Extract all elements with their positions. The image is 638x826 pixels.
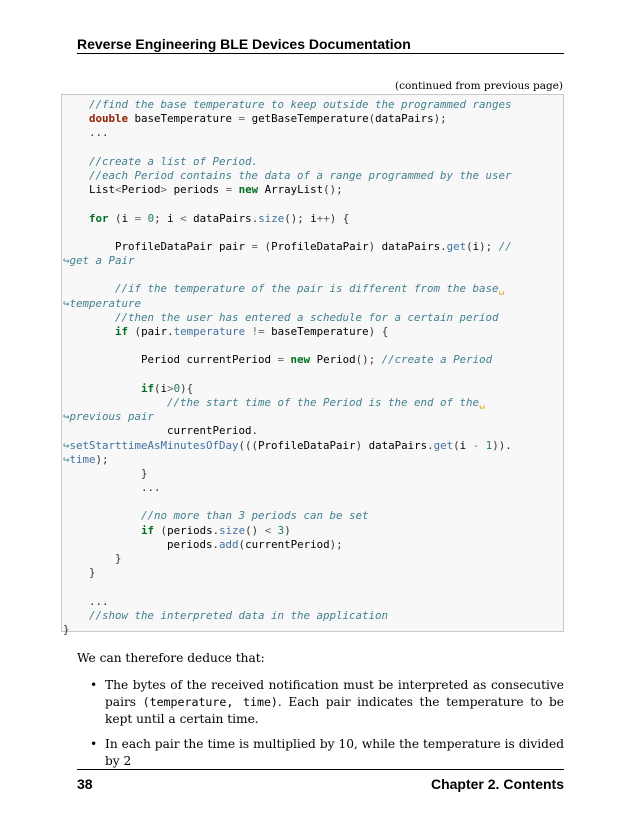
code-token: ( — [264, 239, 272, 253]
code-line — [63, 595, 512, 609]
code-token: - — [472, 438, 480, 452]
code-token: } — [63, 622, 70, 636]
code-token: baseTemperature — [264, 325, 369, 338]
code-token: ( — [453, 438, 460, 452]
code-token: ... — [141, 481, 161, 495]
code-token — [63, 524, 141, 537]
code-token: ( — [368, 112, 376, 126]
code-token: new — [290, 353, 311, 367]
code-line — [63, 481, 512, 495]
code-token: temperature — [69, 296, 142, 310]
code-lines — [63, 98, 512, 637]
code-token: } — [141, 466, 148, 480]
continuation-arrow-icon: ↪ — [63, 452, 70, 466]
code-line — [63, 453, 512, 467]
continuation-arrow-icon: ↪ — [63, 438, 70, 452]
code-line — [63, 439, 512, 453]
code-token: = — [238, 112, 246, 126]
code-line — [63, 112, 512, 126]
code-token: currentPeriod — [245, 537, 330, 551]
code-token: double — [89, 112, 129, 126]
code-token: ){ — [180, 381, 194, 395]
code-token: if — [115, 325, 129, 338]
code-token: size — [258, 211, 285, 225]
continuation-arrow-icon: ↪ — [63, 254, 70, 268]
code-token: add — [219, 537, 239, 551]
code-token: . — [251, 424, 259, 438]
code-token: ); — [95, 452, 109, 466]
code-token: . — [440, 239, 447, 253]
code-token — [63, 126, 89, 139]
code-token: ( — [154, 381, 161, 395]
code-token: < — [264, 523, 272, 537]
code-line — [63, 282, 512, 296]
code-token: = — [134, 211, 142, 225]
code-token: () — [245, 523, 259, 537]
code-block — [61, 94, 564, 636]
code-token: ( — [134, 325, 142, 338]
code-line — [63, 226, 512, 240]
code-line — [63, 382, 512, 396]
code-token: i — [459, 438, 473, 452]
code-token: if — [141, 381, 155, 395]
code-token: 0 — [147, 211, 155, 225]
code-token: dataPairs — [362, 438, 428, 452]
code-token: > — [160, 183, 168, 197]
code-line — [63, 197, 512, 211]
code-token: = — [251, 239, 259, 253]
code-token: dataPairs — [375, 239, 441, 253]
code-token: ( — [115, 211, 122, 225]
code-token: ( — [466, 239, 473, 253]
code-token: = — [225, 183, 233, 197]
code-token — [63, 169, 89, 182]
code-token: > — [167, 381, 174, 395]
code-line — [63, 254, 512, 268]
code-token: periods — [167, 183, 226, 197]
code-token: . — [251, 211, 259, 225]
code-token: < — [115, 183, 122, 197]
code-line — [63, 552, 512, 566]
code-token: ) — [368, 239, 376, 253]
code-token: //find the base temperature to keep outside the programmed ranges — [89, 98, 512, 111]
code-line — [63, 524, 512, 538]
code-token — [63, 155, 89, 168]
code-line — [63, 268, 512, 282]
page-number: 38 — [77, 776, 93, 792]
continuation-arrow-icon: ↪ — [63, 296, 70, 310]
code-token: 1 — [485, 438, 493, 452]
code-token: ; — [154, 211, 161, 225]
code-token: . — [167, 325, 174, 338]
code-line — [63, 240, 512, 254]
code-line — [63, 609, 512, 623]
code-line — [63, 495, 512, 509]
visible-space-icon: ␣ — [498, 282, 506, 296]
code-line — [63, 141, 512, 155]
code-token: temperature — [173, 325, 246, 338]
code-line — [63, 339, 512, 353]
footer-rule — [77, 769, 564, 770]
code-line — [63, 126, 512, 140]
code-line — [63, 566, 512, 580]
code-line — [63, 212, 512, 226]
code-token — [63, 325, 115, 338]
bullet-icon: • — [90, 678, 98, 692]
bullet-list — [90, 677, 564, 778]
code-line — [63, 424, 512, 438]
code-token: dataPairs — [375, 112, 434, 126]
code-token: get — [446, 239, 467, 253]
code-line — [63, 155, 512, 169]
header-rule — [77, 53, 564, 54]
code-token: ) — [368, 325, 376, 338]
code-token: } — [89, 566, 96, 580]
code-line — [63, 509, 512, 523]
code-token — [63, 467, 141, 480]
code-token: //create a Period — [381, 353, 493, 367]
code-token: time — [69, 452, 96, 466]
chapter-label: Chapter 2. Contents — [430, 776, 564, 792]
code-line — [63, 98, 512, 112]
code-token: ); — [329, 537, 343, 551]
code-token: { — [381, 325, 389, 338]
code-token — [63, 566, 89, 579]
code-token: i — [303, 211, 317, 225]
code-token — [63, 382, 141, 395]
code-token — [63, 509, 141, 522]
code-token: dataPairs — [186, 211, 252, 225]
code-token: ArrayList — [258, 183, 324, 197]
bullet-item — [90, 736, 564, 770]
code-token: new — [238, 183, 259, 197]
running-header-title: Reverse Engineering BLE Devices Documentation — [77, 36, 411, 52]
code-token — [63, 282, 115, 295]
code-token — [63, 112, 89, 125]
code-token: pair — [141, 325, 168, 338]
bullet-item — [90, 677, 564, 728]
code-token: Period — [310, 353, 356, 367]
code-token: size — [219, 523, 246, 537]
code-token: ( — [160, 523, 168, 537]
code-token: (); — [323, 183, 343, 197]
code-line — [63, 169, 512, 183]
code-token: . — [212, 537, 220, 551]
bullet-text: . Each pair indicates the temperature to be kept until a certain time. — [105, 695, 565, 726]
code-token: 0 — [173, 381, 181, 395]
code-line — [63, 538, 512, 552]
code-line — [63, 183, 512, 197]
code-token: // — [498, 239, 512, 253]
code-token: //show the interpreted data in the application — [89, 608, 389, 622]
code-token: //no more than 3 periods can be set — [141, 509, 369, 523]
code-token: ... — [89, 126, 109, 140]
code-token: . — [427, 438, 434, 452]
code-line — [63, 467, 512, 481]
code-line — [63, 368, 512, 382]
code-token: i — [160, 381, 168, 395]
code-line — [63, 353, 512, 367]
code-token: = — [277, 353, 285, 367]
code-token: . — [212, 523, 220, 537]
visible-space-icon: ␣ — [479, 395, 486, 409]
code-line — [63, 410, 512, 424]
code-token: ProfileDataPair — [271, 239, 369, 253]
code-line — [63, 311, 512, 325]
continued-label: (continued from previous page) — [394, 80, 563, 92]
continuation-arrow-icon: ↪ — [63, 410, 70, 424]
code-token: periods — [63, 537, 213, 551]
code-token: //create a list of Period. — [89, 154, 259, 168]
code-token: ) — [329, 211, 337, 225]
code-token: ) — [355, 438, 363, 452]
code-token: ((( — [238, 438, 259, 452]
code-token: //the start time of the Period is the end of the — [167, 395, 480, 409]
bullet-text: In each pair the time is multiplied by 10, while the temperature is divided by 2 — [105, 737, 564, 768]
code-token: setStarttimeAsMinutesOfDay — [69, 438, 239, 452]
code-token: get a Pair — [69, 254, 135, 268]
code-token: ++ — [316, 211, 330, 225]
code-token: for — [89, 211, 109, 225]
code-token: ); — [433, 112, 447, 126]
code-token — [63, 212, 89, 225]
code-token — [63, 481, 141, 494]
code-token: ... — [89, 594, 109, 608]
code-token — [63, 98, 89, 111]
code-token — [63, 609, 89, 622]
code-token: { — [342, 211, 350, 225]
code-line — [63, 297, 512, 311]
code-line — [63, 396, 512, 410]
code-token: Period — [121, 183, 161, 197]
code-token — [63, 396, 167, 409]
code-token: ProfileDataPair — [258, 438, 356, 452]
code-token: Period currentPeriod — [63, 353, 278, 367]
code-line — [63, 580, 512, 594]
code-token: < — [180, 211, 187, 225]
code-line — [63, 623, 512, 637]
code-token: (); — [284, 211, 304, 225]
code-token: getBaseTemperature — [245, 112, 369, 126]
code-token: List — [63, 183, 116, 197]
code-token: previous pair — [69, 410, 155, 424]
code-token: //each Period contains the data of a range programmed by the user — [89, 168, 512, 182]
bullet-text: The bytes of the received notification must be interpreted as consecutive pairs — [105, 678, 564, 709]
code-token: != — [251, 325, 265, 338]
code-token — [63, 311, 115, 324]
code-token: )). — [492, 438, 512, 452]
code-token — [63, 595, 89, 608]
code-token: ( — [238, 537, 246, 551]
code-token: //then the user has entered a schedule for a certain period — [115, 310, 499, 324]
code-token: periods — [167, 523, 213, 537]
code-token: ) — [284, 523, 291, 537]
code-token: i — [160, 211, 181, 225]
code-token: i — [472, 239, 480, 253]
code-token: ); — [479, 239, 493, 253]
inline-code: (temperature, time) — [142, 695, 278, 709]
body-paragraph: We can therefore deduce that: — [77, 651, 265, 665]
code-token: ProfileDataPair pair — [63, 239, 252, 253]
code-token: i — [121, 211, 135, 225]
code-token: (); — [355, 353, 376, 367]
code-token: //if the temperature of the pair is different from the base — [115, 282, 499, 296]
code-token: currentPeriod — [63, 424, 252, 438]
code-token: baseTemperature — [128, 112, 239, 126]
code-token: 3 — [277, 523, 285, 537]
code-token: } — [115, 552, 122, 565]
code-token — [63, 552, 115, 565]
code-line — [63, 325, 512, 339]
bullet-icon: • — [90, 737, 98, 751]
code-token: get — [433, 438, 454, 452]
code-token: if — [141, 523, 155, 537]
